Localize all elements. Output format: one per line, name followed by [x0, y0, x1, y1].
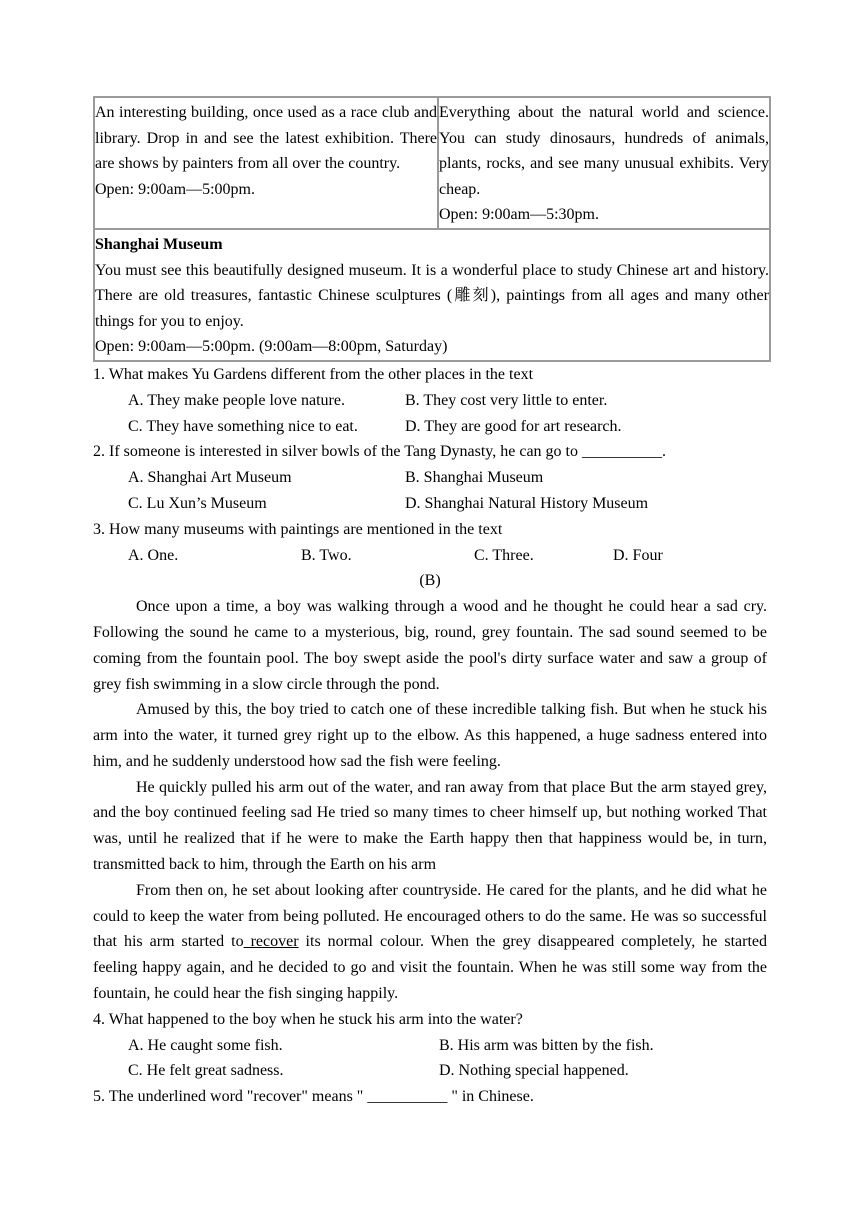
- museum-description: An interesting building, once used as a race club and library. Drop in and see the latest exhibition. There are shows by painters from all over the country.: [95, 104, 437, 173]
- passage-paragraph-1: Once upon a time, a boy was walking through a wood and he thought he could hear a sad cry. Following the sound he came to a mysterious, big, round, grey fountain. The sad sound seemed to be coming from the fountain pool. The boy swept aside the pool's dirty surface water and saw a group of grey fish swimming in a slow circle through the pond.: [93, 598, 767, 693]
- museum-cell-shanghai: [94, 229, 770, 361]
- question-1-options: [93, 414, 767, 440]
- option-a: A. One.: [128, 546, 179, 564]
- worksheet-page: [93, 96, 767, 1110]
- option-c: C. Lu Xun’s Museum: [128, 494, 267, 512]
- museum-cell-left: [94, 97, 438, 229]
- option-d: D. Shanghai Natural History Museum: [405, 494, 649, 512]
- passage-paragraph-4: [93, 878, 767, 1007]
- option-b: B. Two.: [301, 546, 352, 564]
- option-c: C. They have something nice to eat.: [128, 417, 358, 435]
- option-b: B. They cost very little to enter.: [405, 391, 608, 409]
- question-3-options: [93, 543, 767, 569]
- question-2-stem: 2. If someone is interested in silver bowls of the Tang Dynasty, he can go to __________.: [93, 443, 666, 461]
- table-row: [94, 97, 770, 229]
- museum-cell-right: [438, 97, 770, 229]
- option-a: A. They make people love nature.: [128, 391, 345, 409]
- option-a: A. He caught some fish.: [128, 1036, 283, 1054]
- passage-paragraph-2: Amused by this, the boy tried to catch one of these incredible talking fish. But when he stuck his arm into the water, it turned grey right up to the elbow. As this happened, a huge sadness entered into him, and he suddenly understood how sad the fish were feeling.: [93, 701, 767, 770]
- question-5-stem: 5. The underlined word "recover" means " __________ " in Chinese.: [93, 1088, 534, 1106]
- question-2-options: [93, 491, 767, 517]
- paragraph-text: From then on, he set about looking after countryside. He cared for the plants, and he did what he could to keep the water from being polluted. He encouraged others to do the same. He was so successful that his arm started to: [93, 881, 767, 951]
- option-b: B. Shanghai Museum: [405, 469, 544, 487]
- question-1-stem: 1. What makes Yu Gardens different from the other places in the text: [93, 365, 534, 383]
- museum-title: Shanghai Museum: [95, 235, 223, 253]
- opening-hours: Open: 9:00am—5:00pm. (9:00am—8:00pm, Saturday): [95, 338, 448, 356]
- option-d: D. They are good for art research.: [405, 417, 622, 435]
- question-3-stem: 3. How many museums with paintings are mentioned in the text: [93, 520, 503, 538]
- museum-description: You must see this beautifully designed museum. It is a wonderful place to study Chinese art and history. There are old treasures, fantastic Chinese sculptures (雕刻), paintings from all ages and many other things for you to enjoy.: [95, 261, 769, 330]
- passage-paragraph-3: He quickly pulled his arm out of the water, and ran away from that place But the arm stayed grey, and the boy continued feeling sad He tried so many times to cheer himself up, but nothing worked That was, until he realized that if he were to make the Earth happy then that happiness would be, in turn, transmitted back to him, through the Earth on his arm: [93, 778, 767, 874]
- option-c: C. He felt great sadness.: [128, 1062, 284, 1080]
- question-4-options: [93, 1058, 767, 1084]
- option-d: D. Nothing special happened.: [439, 1062, 629, 1080]
- opening-hours: Open: 9:00am—5:30pm.: [439, 206, 599, 224]
- paragraph-text: its normal colour. When the grey disappeared completely, he started feeling happy again, and he decided to go and visit the fountain. When he was still some way from the fountain, he could hear the fish singing happily.: [93, 933, 767, 1003]
- option-a: A. Shanghai Art Museum: [128, 469, 292, 487]
- museum-info-table: [93, 96, 771, 362]
- museum-description: Everything about the natural world and science. You can study dinosaurs, hundreds of animals, plants, rocks, and see many unusual exhibits. Very cheap.: [439, 104, 769, 198]
- section-b-heading: (B): [419, 572, 441, 590]
- option-d: D. Four: [613, 546, 663, 564]
- question-2-options: [93, 465, 767, 491]
- option-b: B. His arm was bitten by the fish.: [439, 1036, 654, 1054]
- questions-and-passage: [93, 362, 767, 1110]
- underlined-word-recover: recover: [243, 933, 299, 951]
- table-row: [94, 229, 770, 361]
- question-4-options: [93, 1033, 767, 1059]
- question-1-options: [93, 388, 767, 414]
- opening-hours: Open: 9:00am—5:00pm.: [95, 180, 255, 198]
- question-4-stem: 4. What happened to the boy when he stuck his arm into the water?: [93, 1010, 523, 1028]
- option-c: C. Three.: [474, 546, 534, 564]
